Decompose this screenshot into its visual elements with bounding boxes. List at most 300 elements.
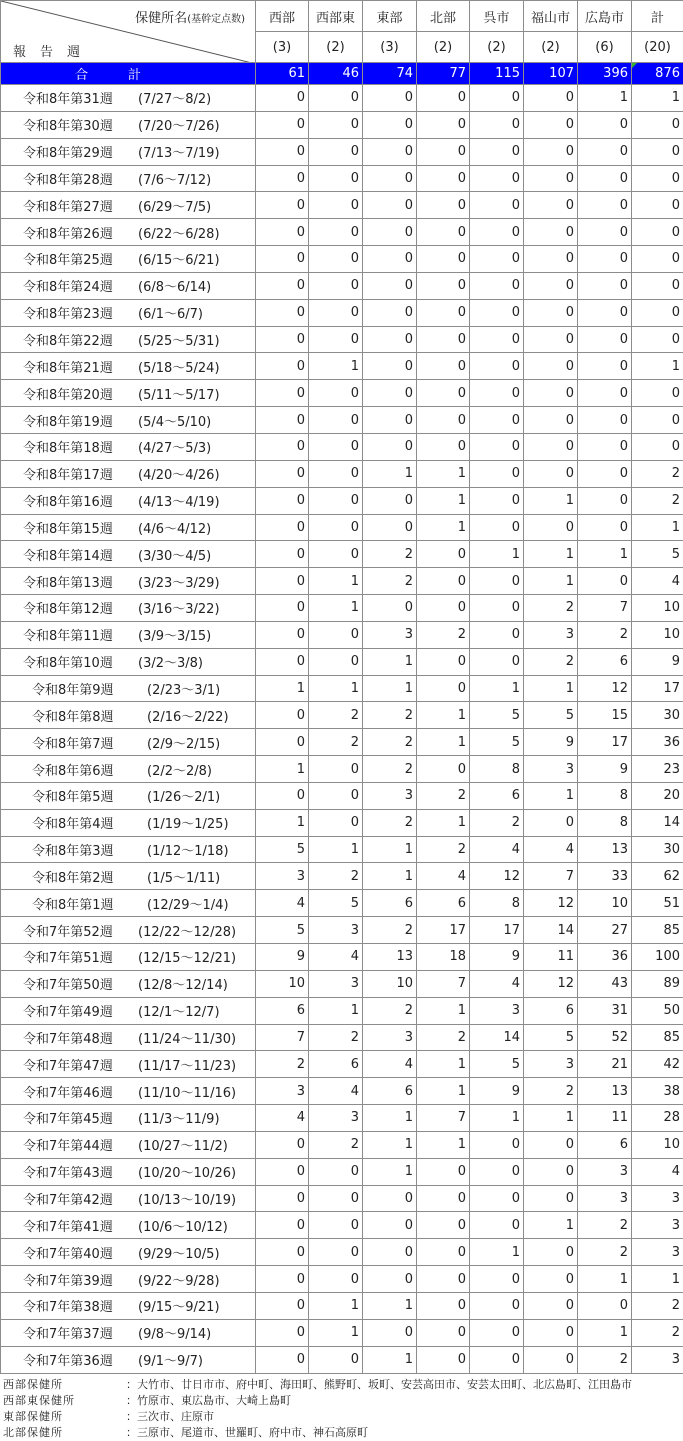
count-cell: 9 [470, 1078, 524, 1105]
table-row [1, 944, 683, 971]
count-cell: 0 [363, 1266, 417, 1293]
count-cell: 1 [578, 541, 632, 568]
table-row [1, 246, 683, 273]
week-label: 令和8年第15週 [23, 518, 138, 537]
table-row [1, 970, 683, 997]
week-range: (11/3～11/9) [138, 1112, 220, 1127]
table-row [1, 353, 683, 380]
count-cell: 43 [578, 970, 632, 997]
count-cell: 1 [417, 809, 470, 836]
count-cell: 8 [470, 756, 524, 783]
week-label: 令和7年第43週 [23, 1162, 138, 1181]
count-cell: 4 [632, 1158, 683, 1185]
count-cell: 0 [256, 85, 309, 112]
count-cell: 5 [470, 702, 524, 729]
count-cell: 0 [524, 326, 578, 353]
count-cell: 4 [256, 1105, 309, 1132]
count-cell: 0 [470, 1292, 524, 1319]
corner-title: 保健所名(基幹定点数) [135, 7, 245, 26]
count-cell: 0 [363, 111, 417, 138]
count-cell: 28 [632, 1105, 683, 1132]
week-cell [1, 460, 256, 487]
count-cell: 0 [632, 433, 683, 460]
count-cell: 31 [578, 997, 632, 1024]
week-range: (4/27～5/3) [138, 441, 211, 456]
count-cell: 3 [363, 621, 417, 648]
count-cell: 0 [524, 1266, 578, 1293]
count-cell: 0 [417, 138, 470, 165]
col-name: 福山市 [524, 1, 578, 32]
table-row [1, 1078, 683, 1105]
count-cell: 0 [256, 353, 309, 380]
week-cell [1, 1024, 256, 1051]
count-cell: 0 [417, 299, 470, 326]
count-cell: 0 [417, 1185, 470, 1212]
week-cell [1, 809, 256, 836]
count-cell: 0 [524, 111, 578, 138]
count-cell: 0 [470, 1346, 524, 1373]
week-label: 令和8年第5週 [32, 786, 147, 805]
count-cell: 0 [470, 192, 524, 219]
count-cell: 4 [470, 836, 524, 863]
count-cell: 0 [470, 1185, 524, 1212]
count-cell: 2 [632, 1319, 683, 1346]
count-cell: 0 [578, 460, 632, 487]
count-cell: 2 [524, 595, 578, 622]
count-cell: 0 [470, 299, 524, 326]
count-cell: 0 [578, 353, 632, 380]
week-range: (3/23～3/29) [138, 576, 220, 591]
week-range: (6/1～6/7) [138, 307, 203, 322]
legend-text: ：三次市、庄原市 [126, 1410, 214, 1423]
corner-header [1, 1, 256, 63]
count-cell: 2 [632, 460, 683, 487]
count-cell: 0 [256, 1212, 309, 1239]
count-cell: 3 [470, 997, 524, 1024]
count-cell: 0 [309, 1185, 363, 1212]
table-row [1, 1239, 683, 1266]
count-cell: 1 [417, 487, 470, 514]
count-cell: 2 [256, 1051, 309, 1078]
count-cell: 0 [417, 1346, 470, 1373]
count-cell: 0 [470, 1319, 524, 1346]
count-cell: 17 [470, 917, 524, 944]
table-row [1, 1024, 683, 1051]
count-cell: 9 [632, 648, 683, 675]
count-cell: 6 [309, 1051, 363, 1078]
count-cell: 0 [309, 326, 363, 353]
count-cell: 0 [417, 1212, 470, 1239]
table-row [1, 1292, 683, 1319]
count-cell: 0 [578, 568, 632, 595]
table-row [1, 675, 683, 702]
week-label: 令和8年第7週 [32, 733, 147, 752]
count-cell: 3 [309, 917, 363, 944]
week-label: 令和8年第4週 [32, 813, 147, 832]
count-cell: 0 [309, 782, 363, 809]
count-cell: 1 [417, 997, 470, 1024]
week-cell [1, 1266, 256, 1293]
week-range: (10/13～10/19) [138, 1193, 236, 1208]
week-cell [1, 219, 256, 246]
count-cell: 1 [470, 1239, 524, 1266]
count-cell: 13 [578, 836, 632, 863]
table-row [1, 809, 683, 836]
count-cell: 6 [524, 997, 578, 1024]
count-cell: 0 [470, 433, 524, 460]
week-cell [1, 702, 256, 729]
count-cell: 0 [578, 246, 632, 273]
week-cell [1, 970, 256, 997]
count-cell: 2 [363, 541, 417, 568]
count-cell: 2 [578, 1346, 632, 1373]
count-cell: 0 [256, 380, 309, 407]
table-row [1, 1131, 683, 1158]
week-cell [1, 326, 256, 353]
count-cell: 2 [363, 997, 417, 1024]
count-cell: 0 [470, 326, 524, 353]
count-cell: 10 [632, 1131, 683, 1158]
header-row-names [1, 1, 683, 32]
count-cell: 1 [363, 863, 417, 890]
count-cell: 5 [470, 1051, 524, 1078]
week-range: (11/17～11/23) [138, 1059, 236, 1074]
week-range: (5/25～5/31) [138, 334, 220, 349]
count-cell: 13 [363, 944, 417, 971]
count-cell: 0 [363, 353, 417, 380]
count-cell: 10 [578, 890, 632, 917]
count-cell: 0 [417, 353, 470, 380]
count-cell: 1 [363, 1158, 417, 1185]
count-cell: 5 [524, 702, 578, 729]
week-range: (9/15～9/21) [138, 1300, 220, 1315]
count-cell: 0 [417, 595, 470, 622]
count-cell: 10 [363, 970, 417, 997]
count-cell: 0 [524, 138, 578, 165]
table-row [1, 621, 683, 648]
count-cell: 0 [524, 299, 578, 326]
count-cell: 0 [470, 219, 524, 246]
table-row [1, 1105, 683, 1132]
count-cell: 0 [417, 85, 470, 112]
count-cell: 0 [524, 1239, 578, 1266]
week-range: (5/11～5/17) [138, 388, 220, 403]
week-label: 令和7年第44週 [23, 1135, 138, 1154]
count-cell: 2 [417, 836, 470, 863]
week-cell [1, 1239, 256, 1266]
count-cell: 1 [309, 1292, 363, 1319]
count-cell: 0 [363, 1239, 417, 1266]
count-cell: 1 [417, 460, 470, 487]
count-cell: 0 [256, 299, 309, 326]
week-range: (7/6～7/12) [138, 173, 211, 188]
count-cell: 0 [470, 353, 524, 380]
count-cell: 0 [578, 1292, 632, 1319]
count-cell: 5 [524, 1024, 578, 1051]
count-cell: 0 [309, 1158, 363, 1185]
count-cell: 4 [256, 890, 309, 917]
legend-text: ：大竹市、廿日市市、府中町、海田町、熊野町、坂町、安芸高田市、安芸太田町、北広島町、江田島市 [126, 1378, 632, 1391]
count-cell: 0 [470, 1212, 524, 1239]
table-row [1, 863, 683, 890]
count-cell: 0 [256, 165, 309, 192]
count-cell: 0 [309, 165, 363, 192]
count-cell: 9 [470, 944, 524, 971]
week-cell [1, 1105, 256, 1132]
week-cell [1, 165, 256, 192]
week-range: (6/22～6/28) [138, 227, 220, 242]
table-row [1, 1051, 683, 1078]
count-cell: 0 [632, 380, 683, 407]
count-cell: 3 [256, 863, 309, 890]
week-label: 令和8年第6週 [32, 760, 147, 779]
table-row [1, 192, 683, 219]
count-cell: 0 [632, 219, 683, 246]
count-cell: 0 [363, 380, 417, 407]
table-row [1, 272, 683, 299]
count-cell: 0 [524, 1185, 578, 1212]
week-label: 令和7年第36週 [23, 1350, 138, 1369]
count-cell: 1 [578, 85, 632, 112]
count-cell: 0 [470, 487, 524, 514]
count-cell: 17 [632, 675, 683, 702]
count-cell: 0 [309, 756, 363, 783]
legend-text: ：竹原市、東広島市、大崎上島町 [126, 1394, 291, 1407]
week-label: 令和8年第3週 [32, 840, 147, 859]
week-range: (1/12～1/18) [147, 844, 229, 859]
col-count: (2) [417, 32, 470, 63]
count-cell: 3 [524, 756, 578, 783]
count-cell: 0 [417, 246, 470, 273]
count-cell: 0 [309, 1266, 363, 1293]
week-cell [1, 487, 256, 514]
table-row [1, 729, 683, 756]
week-cell [1, 675, 256, 702]
count-cell: 0 [524, 1131, 578, 1158]
count-cell: 0 [309, 407, 363, 434]
count-cell: 0 [470, 514, 524, 541]
count-cell: 0 [417, 272, 470, 299]
week-cell [1, 138, 256, 165]
week-label: 令和8年第20週 [23, 384, 138, 403]
count-cell: 4 [524, 836, 578, 863]
table-row [1, 1212, 683, 1239]
table-row [1, 433, 683, 460]
count-cell: 0 [309, 111, 363, 138]
count-cell: 0 [578, 380, 632, 407]
count-cell: 12 [524, 890, 578, 917]
week-label: 令和8年第17週 [23, 464, 138, 483]
count-cell: 0 [256, 1239, 309, 1266]
week-range: (6/8～6/14) [138, 280, 211, 295]
count-cell: 0 [417, 568, 470, 595]
count-cell: 0 [256, 514, 309, 541]
week-cell [1, 863, 256, 890]
week-range: (12/8～12/14) [138, 978, 228, 993]
count-cell: 0 [524, 380, 578, 407]
count-cell: 12 [470, 863, 524, 890]
count-cell: 0 [309, 648, 363, 675]
count-cell: 36 [632, 729, 683, 756]
table-row [1, 460, 683, 487]
count-cell: 0 [363, 246, 417, 273]
week-cell [1, 568, 256, 595]
total-label: 合計 [1, 63, 256, 85]
count-cell: 5 [256, 917, 309, 944]
count-cell: 0 [256, 782, 309, 809]
count-cell: 0 [524, 433, 578, 460]
table-row [1, 890, 683, 917]
count-cell: 0 [470, 1266, 524, 1293]
count-cell: 6 [256, 997, 309, 1024]
legend-item [3, 1377, 683, 1393]
count-cell: 0 [578, 272, 632, 299]
count-cell: 8 [578, 782, 632, 809]
count-cell: 3 [632, 1185, 683, 1212]
count-cell: 0 [256, 729, 309, 756]
count-cell: 11 [524, 944, 578, 971]
count-cell: 85 [632, 917, 683, 944]
count-cell: 0 [470, 460, 524, 487]
count-cell: 0 [256, 272, 309, 299]
count-cell: 50 [632, 997, 683, 1024]
count-cell: 7 [524, 863, 578, 890]
table-row [1, 997, 683, 1024]
count-cell: 0 [256, 1346, 309, 1373]
count-cell: 89 [632, 970, 683, 997]
count-cell: 0 [417, 648, 470, 675]
table-row [1, 219, 683, 246]
count-cell: 62 [632, 863, 683, 890]
week-cell [1, 621, 256, 648]
count-cell: 0 [578, 299, 632, 326]
count-cell: 5 [632, 541, 683, 568]
week-label: 令和8年第16週 [23, 491, 138, 510]
week-label: 令和8年第28週 [23, 169, 138, 188]
count-cell: 0 [363, 272, 417, 299]
count-cell: 4 [632, 568, 683, 595]
col-count: (2) [309, 32, 363, 63]
week-cell [1, 1346, 256, 1373]
week-range: (7/20～7/26) [138, 119, 220, 134]
count-cell: 0 [256, 407, 309, 434]
count-cell: 1 [470, 541, 524, 568]
total-cell: 46 [309, 63, 363, 85]
count-cell: 1 [363, 1292, 417, 1319]
count-cell: 1 [578, 1319, 632, 1346]
count-cell: 0 [470, 85, 524, 112]
count-cell: 0 [256, 648, 309, 675]
week-cell [1, 595, 256, 622]
count-cell: 0 [309, 272, 363, 299]
count-cell: 0 [578, 138, 632, 165]
count-cell: 0 [417, 433, 470, 460]
count-cell: 42 [632, 1051, 683, 1078]
count-cell: 0 [470, 380, 524, 407]
count-cell: 3 [524, 621, 578, 648]
count-cell: 30 [632, 836, 683, 863]
count-cell: 0 [470, 407, 524, 434]
count-cell: 0 [470, 1158, 524, 1185]
count-cell: 1 [524, 1105, 578, 1132]
count-cell: 3 [363, 1024, 417, 1051]
week-range: (3/30～4/5) [138, 549, 211, 564]
table-row [1, 1266, 683, 1293]
count-cell: 0 [524, 246, 578, 273]
count-cell: 0 [417, 1319, 470, 1346]
count-cell: 0 [524, 85, 578, 112]
count-cell: 0 [632, 407, 683, 434]
count-cell: 0 [363, 165, 417, 192]
count-cell: 0 [632, 299, 683, 326]
count-cell: 2 [363, 568, 417, 595]
count-cell: 1 [578, 1266, 632, 1293]
week-label: 令和8年第22週 [23, 330, 138, 349]
count-cell: 3 [309, 970, 363, 997]
week-range: (3/2～3/8) [138, 656, 203, 671]
count-cell: 1 [309, 595, 363, 622]
week-cell [1, 944, 256, 971]
col-name: 計 [632, 1, 683, 32]
week-label: 令和8年第19週 [23, 411, 138, 430]
table-row [1, 702, 683, 729]
total-cell: 107 [524, 63, 578, 85]
table-row [1, 514, 683, 541]
table-row [1, 782, 683, 809]
count-cell: 0 [309, 85, 363, 112]
count-cell: 8 [578, 809, 632, 836]
week-cell [1, 272, 256, 299]
count-cell: 9 [256, 944, 309, 971]
count-cell: 0 [417, 192, 470, 219]
count-cell: 0 [256, 1158, 309, 1185]
col-name: 北部 [417, 1, 470, 32]
week-cell [1, 890, 256, 917]
count-cell: 0 [256, 433, 309, 460]
week-range: (10/27～11/2) [138, 1139, 228, 1154]
count-cell: 0 [309, 433, 363, 460]
count-cell: 4 [363, 1051, 417, 1078]
count-cell: 7 [578, 595, 632, 622]
week-label: 令和7年第41週 [23, 1216, 138, 1235]
count-cell: 2 [417, 782, 470, 809]
count-cell: 1 [470, 675, 524, 702]
count-cell: 0 [363, 299, 417, 326]
count-cell: 0 [417, 326, 470, 353]
count-cell: 0 [256, 460, 309, 487]
count-cell: 5 [256, 836, 309, 863]
week-label: 令和8年第2週 [32, 867, 147, 886]
week-range: (2/9～2/15) [147, 737, 220, 752]
week-cell [1, 192, 256, 219]
count-cell: 0 [632, 165, 683, 192]
count-cell: 4 [470, 970, 524, 997]
week-label: 令和8年第29週 [23, 142, 138, 161]
corner-week-label: 報告週 [13, 41, 94, 60]
week-label: 令和8年第25週 [23, 249, 138, 268]
count-cell: 1 [363, 648, 417, 675]
count-cell: 10 [256, 970, 309, 997]
week-range: (10/6～10/12) [138, 1220, 228, 1235]
week-range: (5/18～5/24) [138, 361, 220, 376]
count-cell: 0 [470, 111, 524, 138]
week-cell [1, 407, 256, 434]
count-cell: 0 [309, 1239, 363, 1266]
week-range: (7/13～7/19) [138, 146, 220, 161]
col-count: (2) [470, 32, 524, 63]
week-cell [1, 756, 256, 783]
count-cell: 0 [256, 219, 309, 246]
